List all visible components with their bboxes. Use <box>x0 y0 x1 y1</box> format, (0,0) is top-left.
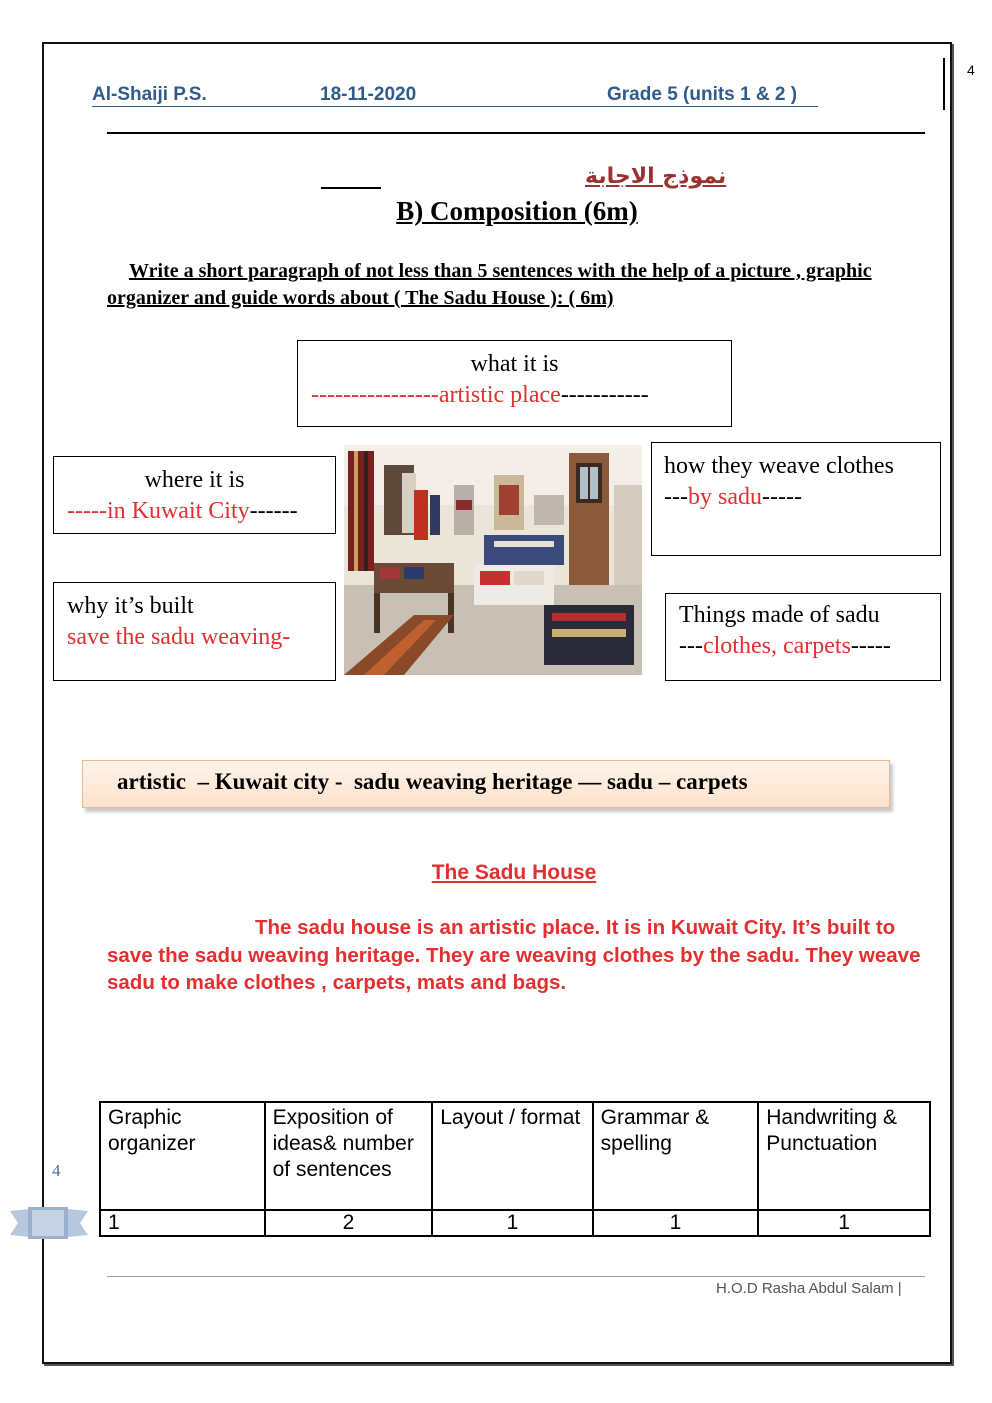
rubric-header: Exposition of ideas& number of sentences <box>265 1102 433 1210</box>
instruction-text: Write a short paragraph of not less than 5 sentences with the help of a picture , graphic organizer and guide words about ( The Sadu House ): ( 6m) <box>107 260 872 309</box>
header-grade: Grade 5 (units 1 & 2 ) <box>607 84 798 105</box>
organizer-where-answer: -----in Kuwait City------ <box>67 498 298 524</box>
instruction <box>107 258 927 312</box>
rubric-table <box>99 1101 931 1237</box>
footer-rule <box>107 1276 925 1277</box>
organizer-what-answer: ----------------artistic place----------- <box>311 382 649 408</box>
header-school: Al-Shaiji P.S. <box>92 84 207 105</box>
organizer-where <box>53 456 336 534</box>
organizer-things-answer: ---clothes, carpets----- <box>679 633 891 659</box>
organizer-how-prompt: how they weave clothes <box>664 453 894 479</box>
rubric-score: 1 <box>100 1210 265 1236</box>
section-title: B) Composition (6m) <box>396 196 638 226</box>
model-paragraph: The sadu house is an artistic place. It is in Kuwait City. It’s built to save the sadu weaving heritage. They are weaving clothes by the sadu. They weave sadu to make clothes , carpets, mats and bags. <box>107 916 921 994</box>
header-rule <box>107 132 925 134</box>
frame-edge-mark <box>943 58 945 110</box>
sadu-house-photo <box>344 445 642 675</box>
rubric-header: Handwriting & Punctuation <box>758 1102 930 1210</box>
rubric-score: 1 <box>593 1210 759 1236</box>
rubric-score: 1 <box>758 1210 930 1236</box>
header-underline <box>92 106 818 107</box>
guide-words-box <box>82 760 890 808</box>
organizer-where-prompt: where it is <box>144 467 245 493</box>
organizer-why-answer: save the sadu weaving- <box>67 624 291 650</box>
header-date: 18-11-2020 <box>320 84 417 105</box>
organizer-things-prompt: Things made of sadu <box>679 602 880 628</box>
rubric-score-row <box>100 1210 930 1236</box>
organizer-what <box>297 340 732 427</box>
rubric-header: Layout / format <box>432 1102 592 1210</box>
answer-key-label: نموذج الاجابة <box>585 164 727 189</box>
organizer-why <box>53 582 336 681</box>
rubric-header: Graphic organizer <box>100 1102 265 1210</box>
organizer-how <box>651 442 941 556</box>
blank-line <box>321 187 381 189</box>
side-page-number: 4 <box>52 1161 61 1180</box>
sadu-house-photo-illustration <box>344 445 642 675</box>
page-ribbon-decoration <box>10 1207 102 1244</box>
guide-words: artistic – Kuwait city - sadu weaving heritage — sadu – carpets <box>117 769 748 794</box>
page-number: 4 <box>967 62 975 78</box>
ribbon-shape <box>10 1207 102 1239</box>
organizer-things <box>665 593 941 681</box>
organizer-how-answer: ---by sadu----- <box>664 484 802 510</box>
organizer-what-prompt: what it is <box>470 351 559 377</box>
paragraph-title: The Sadu House <box>431 861 597 884</box>
rubric-header-row <box>100 1102 930 1210</box>
organizer-why-prompt: why it’s built <box>67 593 194 619</box>
footer-text: H.O.D Rasha Abdul Salam | <box>716 1280 902 1297</box>
rubric-score: 2 <box>265 1210 433 1236</box>
rubric-score: 1 <box>432 1210 592 1236</box>
rubric-header: Grammar & spelling <box>593 1102 759 1210</box>
